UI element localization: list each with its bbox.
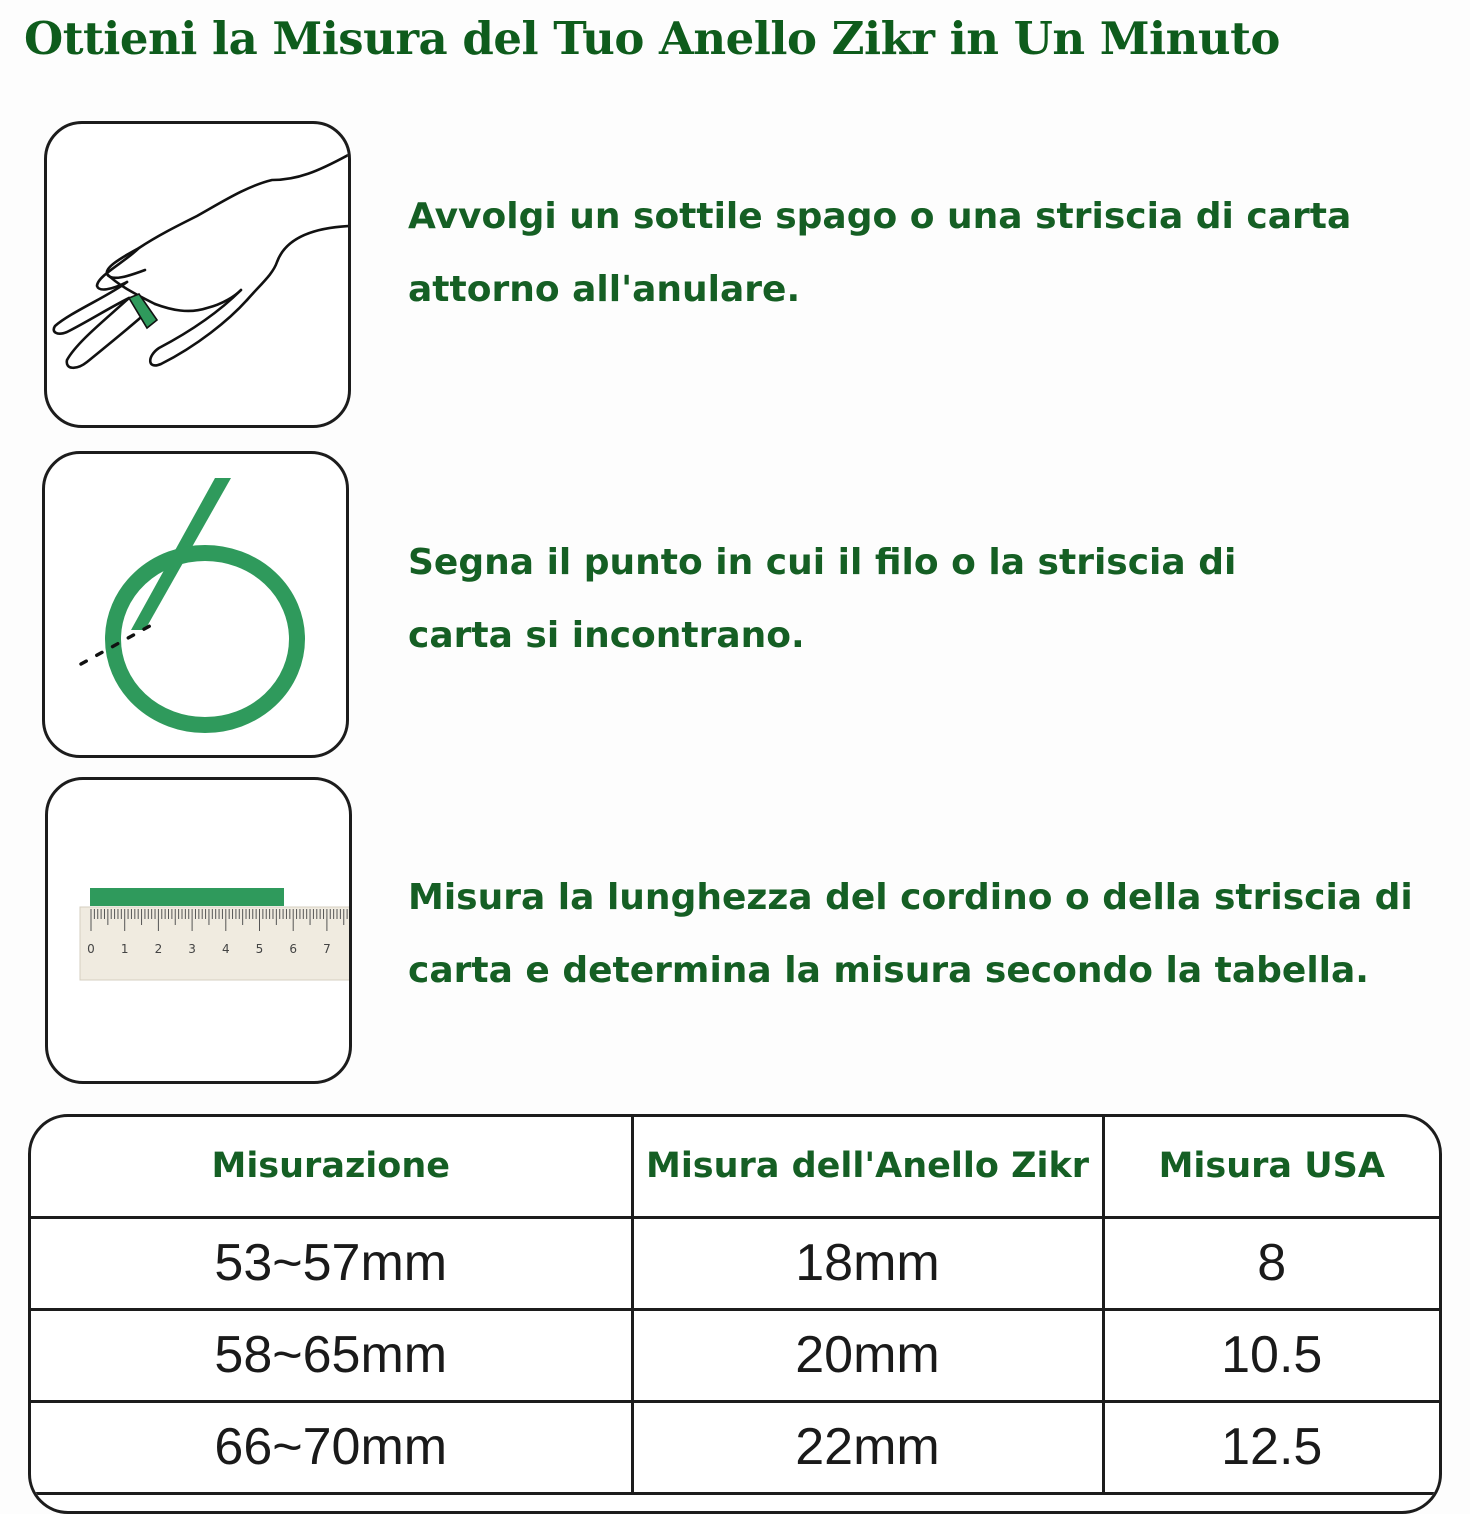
header-zikr-ring-size: Misura dell'Anello Zikr xyxy=(632,1117,1103,1217)
cell-measurement: 66~70mm xyxy=(31,1401,632,1493)
step-2-text xyxy=(408,526,1458,672)
ruler-number: 3 xyxy=(188,942,196,956)
step-2-line-2: carta si incontrano. xyxy=(408,615,805,656)
ruler-number: 0 xyxy=(87,942,95,956)
cell-zikr-ring-size: 18mm xyxy=(632,1217,1103,1309)
size-chart-table xyxy=(28,1114,1442,1514)
step-1-line-2: attorno all'anulare. xyxy=(408,269,801,310)
step-3-line-2: carta e determina la misura secondo la tabella. xyxy=(408,950,1369,991)
cell-zikr-ring-size: 22mm xyxy=(632,1401,1103,1493)
cell-us-size: 12.5 xyxy=(1103,1401,1439,1493)
cell-measurement: 53~57mm xyxy=(31,1217,632,1309)
header-us-size: Misura USA xyxy=(1103,1117,1439,1217)
step-1-line-1: Avvolgi un sottile spago o una striscia di carta xyxy=(408,196,1352,237)
cell-us-size: 8 xyxy=(1103,1217,1439,1309)
step-3-illustration xyxy=(45,777,352,1084)
step-1-text xyxy=(408,180,1458,326)
cell-measurement: 58~65mm xyxy=(31,1309,632,1401)
ruler-number: 1 xyxy=(120,942,129,956)
step-3-text xyxy=(408,861,1458,1007)
paper-strip-loop-icon xyxy=(45,454,346,755)
ruler-number: 7 xyxy=(323,942,331,956)
table-row xyxy=(31,1401,1439,1493)
table-header-row xyxy=(31,1117,1439,1217)
step-2-line-1: Segna il punto in cui il filo o la striscia di xyxy=(408,542,1237,583)
table-row xyxy=(31,1309,1439,1401)
header-measurement: Misurazione xyxy=(31,1117,632,1217)
step-2-illustration xyxy=(42,451,349,758)
hand-with-paper-strip-icon xyxy=(47,124,348,425)
table-row xyxy=(31,1217,1439,1309)
cell-zikr-ring-size: 20mm xyxy=(632,1309,1103,1401)
ruler-number: 2 xyxy=(154,942,163,956)
cell-us-size: 10.5 xyxy=(1103,1309,1439,1401)
ruler-number: 4 xyxy=(221,942,230,956)
ruler-number: 6 xyxy=(289,942,298,956)
ruler-number: 5 xyxy=(255,942,264,956)
step-3-line-1: Misura la lunghezza del cordino o della striscia di xyxy=(408,877,1413,918)
step-1-illustration xyxy=(44,121,351,428)
page-title: Ottieni la Misura del Tuo Anello Zikr in Un Minuto xyxy=(24,12,1280,65)
ruler-measure-icon xyxy=(48,780,349,1081)
